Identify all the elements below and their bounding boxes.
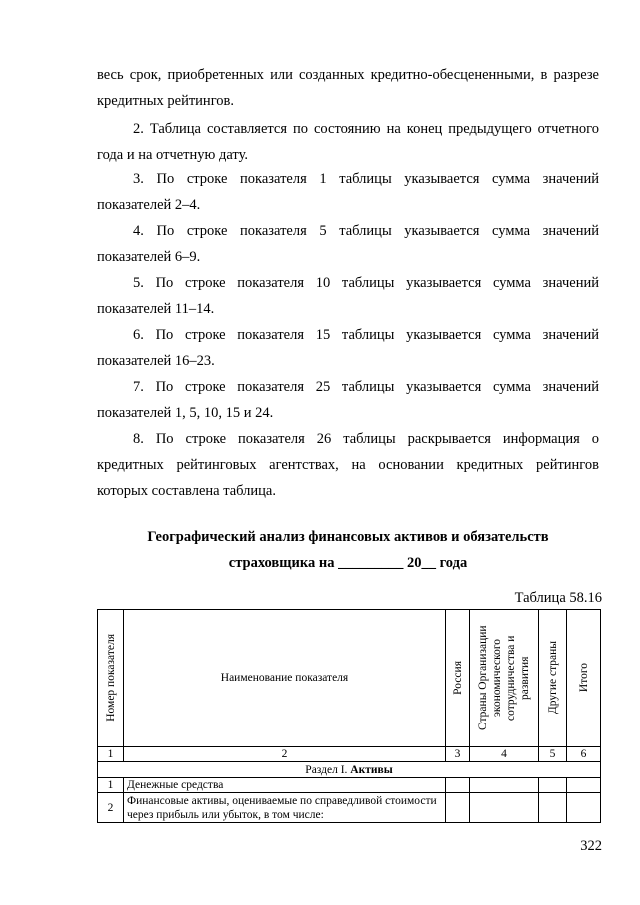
header-other-label: Другие страны xyxy=(546,641,559,715)
column-number: 4 xyxy=(470,747,539,762)
paragraph-item-6: 6. По строке показателя 15 таблицы указывается сумма значений показателей 16–23. xyxy=(97,327,599,369)
header-cell-other xyxy=(539,610,567,747)
row-name: Денежные средства xyxy=(124,778,446,793)
page-number: 322 xyxy=(580,838,602,854)
header-number-label: Номер показателя xyxy=(104,634,117,722)
section-row xyxy=(98,762,601,778)
header-cell-russia xyxy=(446,610,470,747)
column-number: 2 xyxy=(124,747,446,762)
header-cell-name: Наименование показателя xyxy=(124,610,446,747)
paragraph-item-4: 4. По строке показателя 5 таблицы указывается сумма значений показателей 6–9. xyxy=(97,223,599,265)
table-number-label: Таблица 58.16 xyxy=(514,590,602,606)
row-value-russia xyxy=(446,793,470,823)
column-number: 6 xyxy=(567,747,601,762)
title-suffix: года xyxy=(439,555,468,571)
row-value-other xyxy=(539,793,567,823)
date-blank: _________ xyxy=(338,555,404,571)
header-cell-oecd xyxy=(470,610,539,747)
column-number: 5 xyxy=(539,747,567,762)
table-row xyxy=(98,778,601,793)
section-header xyxy=(98,762,601,778)
header-cell-total xyxy=(567,610,601,747)
header-oecd-label: Страны Организации экономического сотрудничества и развития xyxy=(477,625,531,731)
paragraph-item-3: 3. По строке показателя 1 таблицы указывается сумма значений показателей 2–4. xyxy=(97,171,599,213)
column-number-row xyxy=(98,747,601,762)
header-russia-label: Россия xyxy=(451,661,464,695)
geographic-analysis-table xyxy=(97,609,601,823)
header-cell-number xyxy=(98,610,124,747)
row-name: Финансовые активы, оцениваемые по справедливой стоимости через прибыль или убыток, в том числе: xyxy=(124,793,446,823)
row-value-other xyxy=(539,778,567,793)
column-number: 3 xyxy=(446,747,470,762)
table-row xyxy=(98,793,601,823)
row-value-total xyxy=(567,778,601,793)
year-blank: 20__ xyxy=(406,555,436,571)
section-prefix: Раздел I. xyxy=(305,763,348,776)
paragraph-item-8: 8. По строке показателя 26 таблицы раскрывается информация о кредитных рейтинговых агентствах, на основании кредитных рейтингов которых составлена таблица. xyxy=(97,431,599,499)
row-value-total xyxy=(567,793,601,823)
header-row xyxy=(98,610,601,747)
section-title: Активы xyxy=(350,763,393,776)
title-prefix: страховщика на xyxy=(228,555,335,571)
paragraph-continuation: весь срок, приобретенных или созданных кредитно-обесцененными, в разрезе кредитных рейтингов. xyxy=(97,67,599,109)
row-value-oecd xyxy=(470,793,539,823)
paragraph-item-5: 5. По строке показателя 10 таблицы указывается сумма значений показателей 11–14. xyxy=(97,275,599,317)
row-number: 1 xyxy=(98,778,124,793)
paragraph-item-2: 2. Таблица составляется по состоянию на конец предыдущего отчетного года и на отчетную дату. xyxy=(97,121,599,163)
row-number: 2 xyxy=(98,793,124,823)
header-total-label: Итого xyxy=(577,663,590,693)
row-value-russia xyxy=(446,778,470,793)
column-number: 1 xyxy=(98,747,124,762)
row-value-oecd xyxy=(470,778,539,793)
paragraph-item-7: 7. По строке показателя 25 таблицы указывается сумма значений показателей 1, 5, 10, 15 и 24. xyxy=(97,379,599,421)
table-title-line-1: Географический анализ финансовых активов и обязательств xyxy=(147,529,549,545)
table-title-line-2 xyxy=(97,549,599,577)
